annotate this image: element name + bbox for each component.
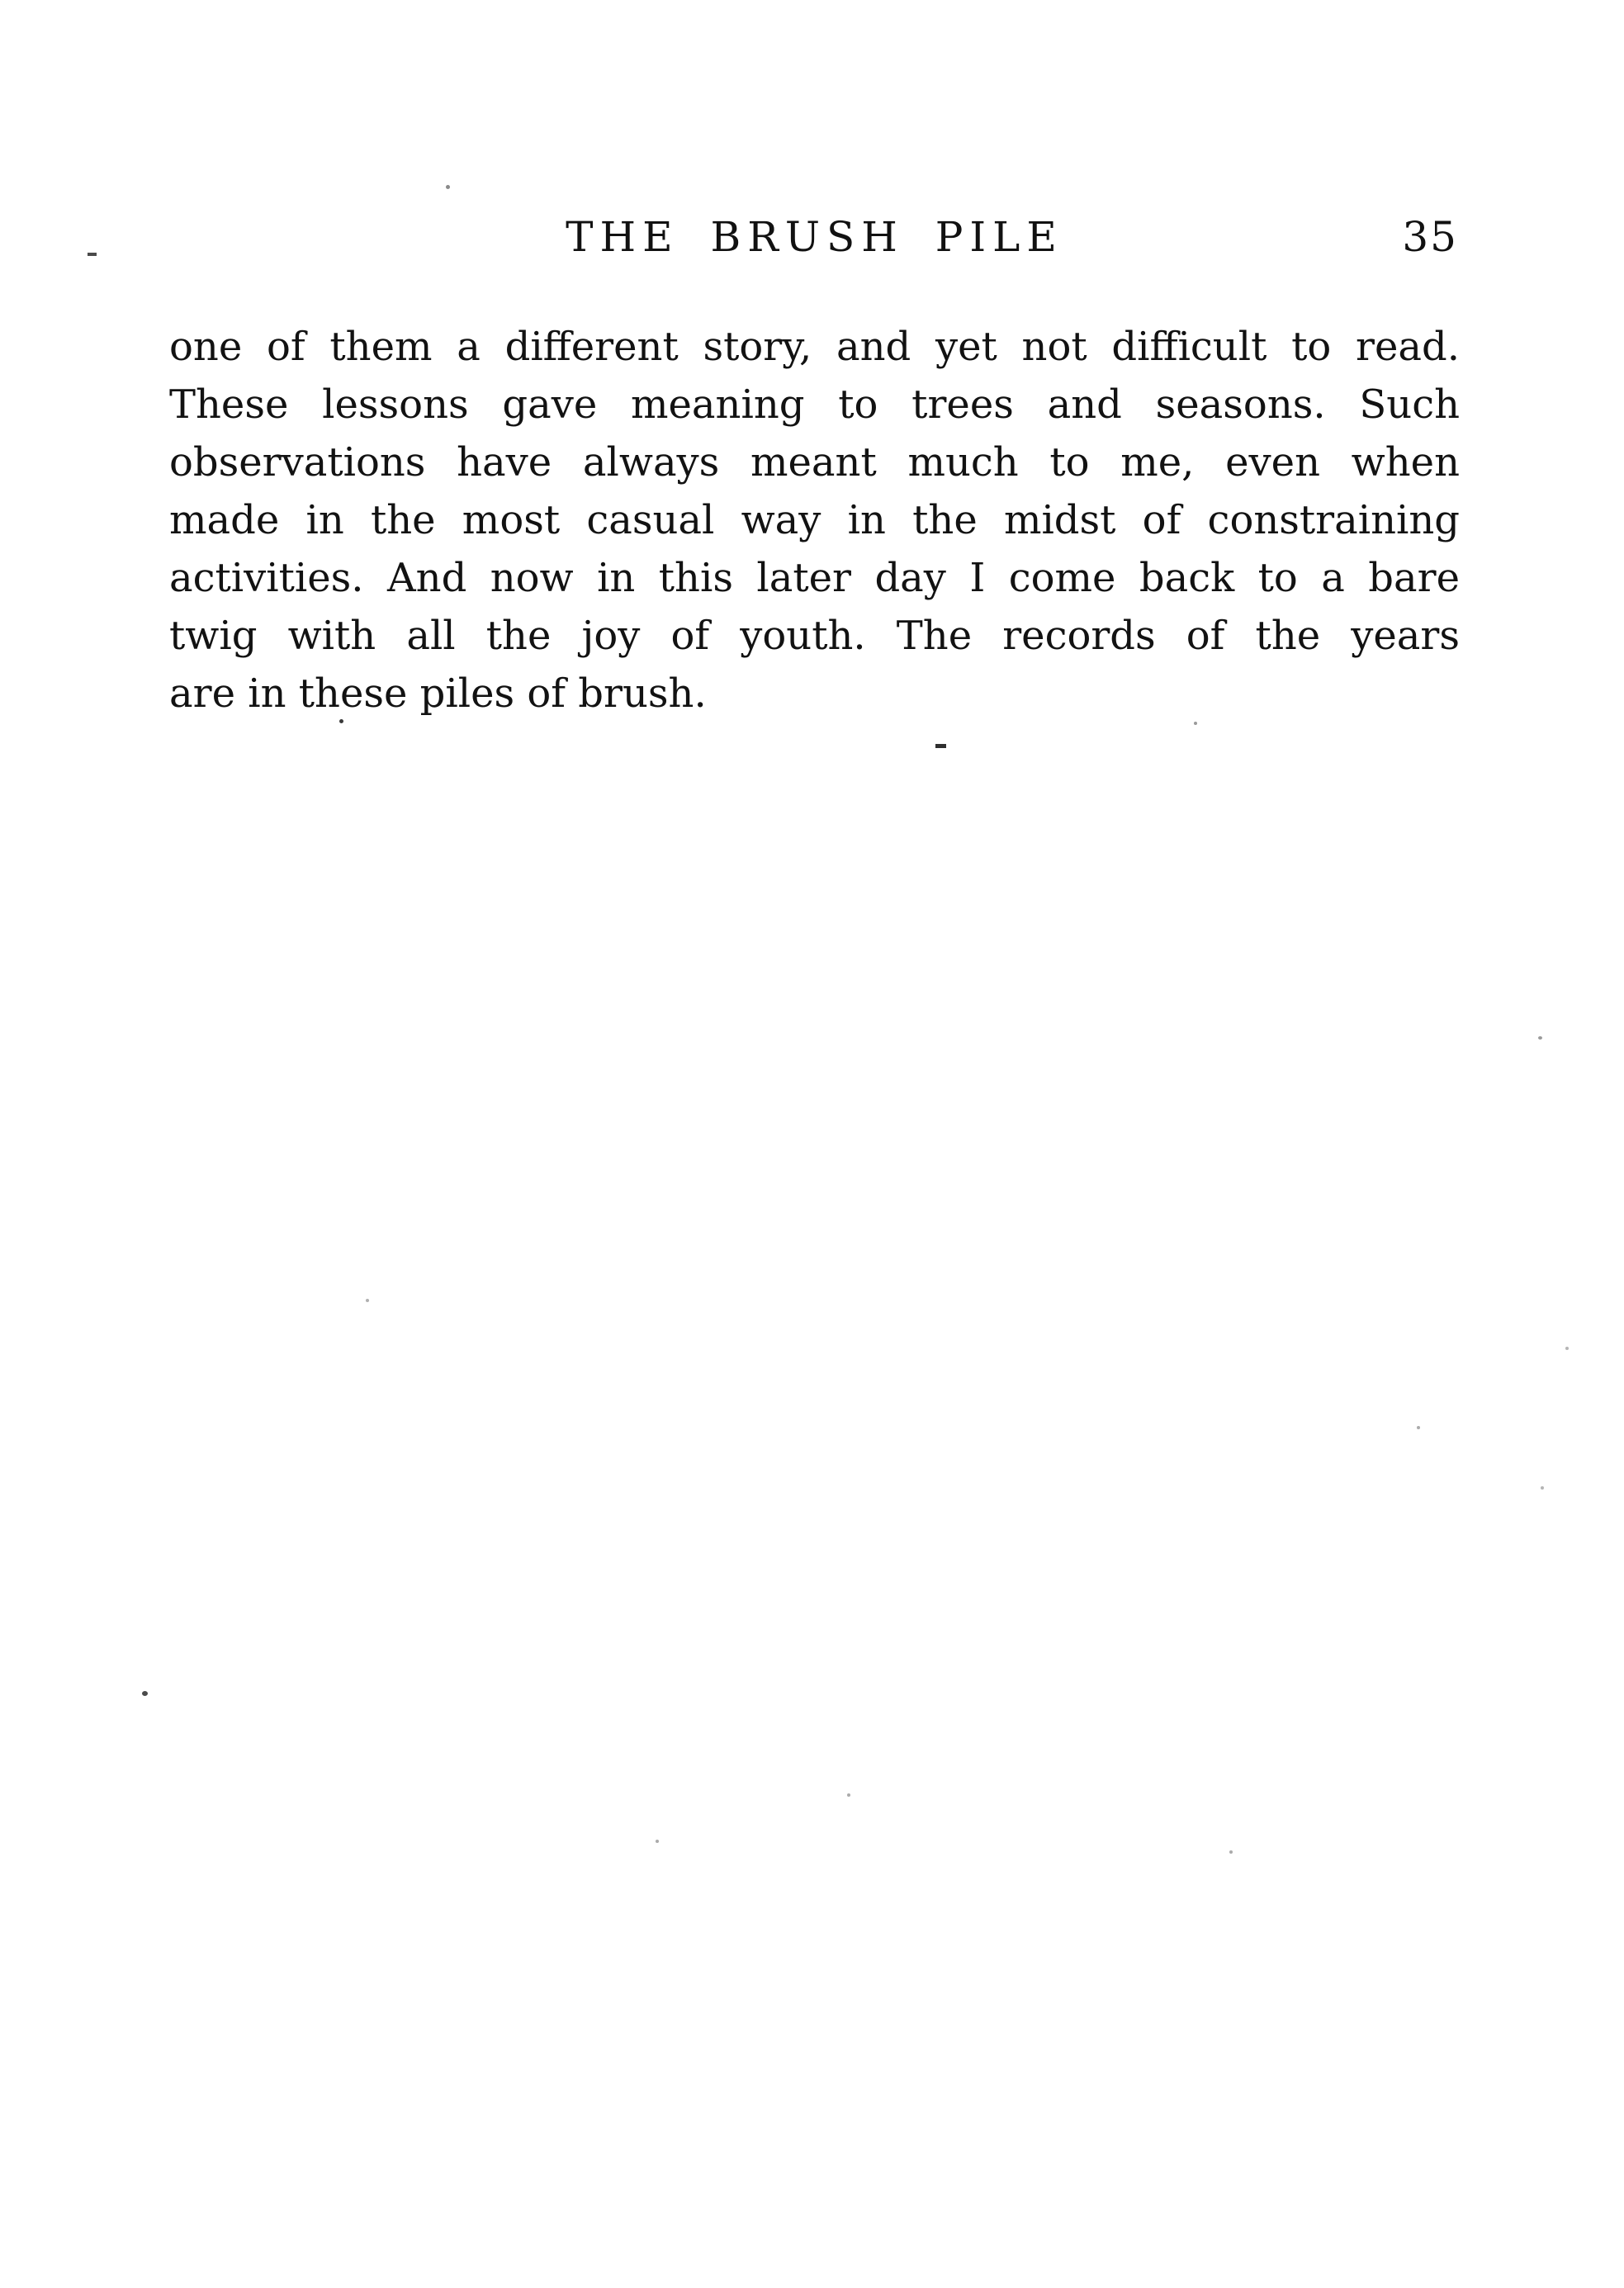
text-line: observations have always meant much to me, even when [169, 439, 1460, 486]
text-line: made in the most casual way in the midst of constraining [169, 497, 1460, 543]
scan-speck [1194, 722, 1197, 725]
text-line: one of them a different story, and yet not difficult to read. [169, 324, 1460, 370]
text-line: are in these piles of brush. [169, 670, 707, 717]
body-paragraph [169, 318, 1460, 722]
scan-speck [142, 1691, 148, 1696]
scan-speck [339, 719, 343, 723]
scan-speck [1417, 1426, 1420, 1429]
page-number: 35 [1402, 213, 1458, 261]
running-header [169, 213, 1460, 261]
scan-speck [935, 744, 946, 748]
scan-speck [1229, 1850, 1233, 1854]
text-column [169, 0, 1460, 2288]
text-line: activities. And now in this later day I come back to a bare [169, 555, 1460, 601]
text-line: These lessons gave meaning to trees and seasons. Such [169, 381, 1460, 428]
scan-speck [847, 1793, 850, 1797]
scan-speck [446, 185, 450, 189]
scan-speck [1565, 1347, 1569, 1350]
scan-speck [88, 253, 97, 256]
scan-speck [366, 1299, 369, 1302]
scan-speck [656, 1840, 659, 1843]
text-line: twig with all the joy of youth. The records of the years [169, 613, 1460, 659]
scan-speck [1541, 1486, 1544, 1490]
chapter-title: THE BRUSH PILE [566, 213, 1063, 261]
scan-speck [1538, 1036, 1542, 1040]
